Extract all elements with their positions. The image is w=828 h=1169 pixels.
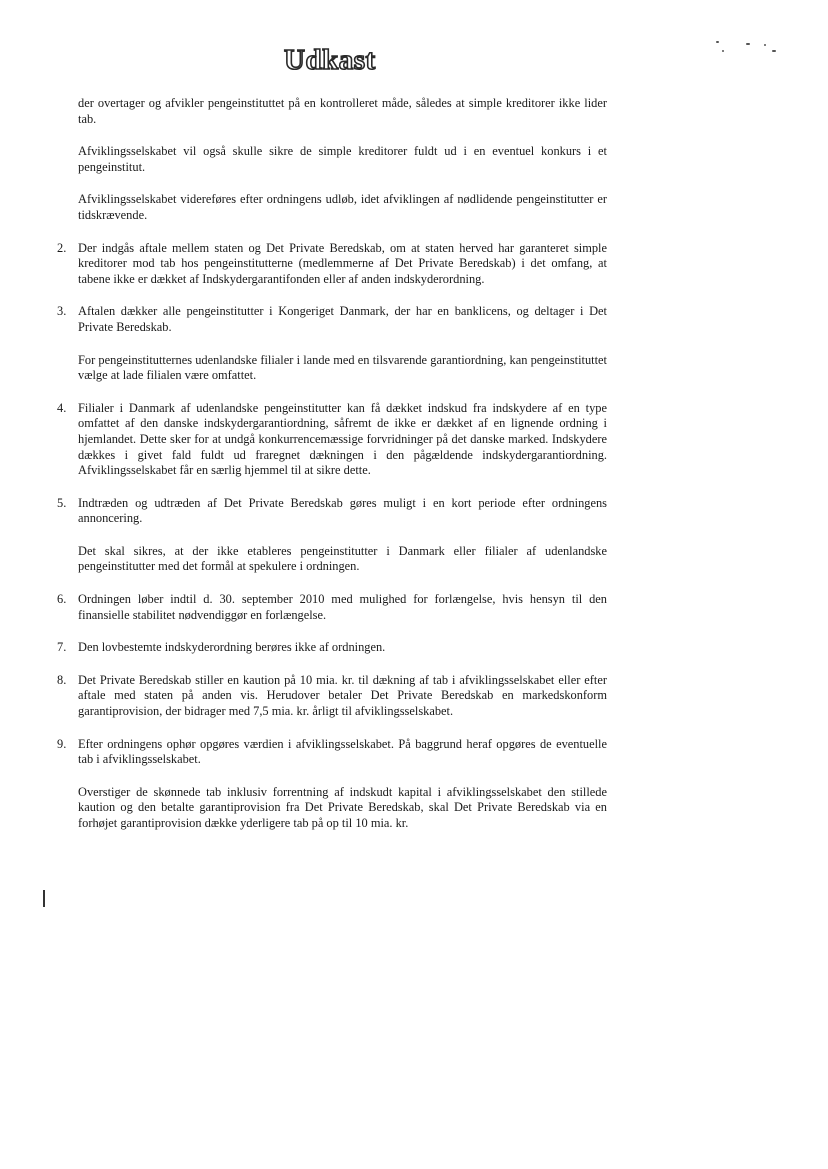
- item-text: Filialer i Danmark af udenlandske pengeinstitutter kan få dækket indskud fra indskydere af en type omfattet af den danske indskydergarantiordning, såfremt de ikke er dækket af en lignende ordning i hjemlandet. Dette sker for at undgå konkurrencemæssige forvridninger på det danske marked. Indskydere dækkes i givet fald fuldt ud fraregnet dækningen i den pågældende indskydergarantiordning. Afviklingsselskabet får en særlig hjemmel til at sikre dette.: [78, 400, 607, 478]
- intro-paragraph: der overtager og afvikler pengeinstituttet på en kontrolleret måde, således at simple kreditorer ikke lider tab.: [78, 96, 607, 126]
- item-number: 7.: [57, 640, 67, 655]
- margin-mark: [43, 890, 45, 907]
- item-text: Aftalen dækker alle pengeinstitutter i Kongeriget Danmark, der har en banklicens, og deltager i Det Private Beredskab.: [78, 304, 607, 334]
- list-item: [57, 401, 607, 479]
- item-number: 4.: [57, 400, 67, 415]
- list-item: [57, 304, 607, 335]
- item-number: 3.: [57, 304, 67, 319]
- item-text: Efter ordningens ophør opgøres værdien i afviklingsselskabet. På baggrund heraf opgøres de eventuelle tab i afviklingsselskabet.: [78, 736, 607, 767]
- list-item: [57, 737, 607, 768]
- list-item: [57, 640, 607, 656]
- item-number: 5.: [57, 495, 67, 510]
- item-subparagraph: For pengeinstitutternes udenlandske filialer i lande med en tilsvarende garantiordning, kan pengeinstituttet vælge at lade filialen være omfattet.: [78, 352, 607, 383]
- item-text: Den lovbestemte indskyderordning berøres ikke af ordningen.: [78, 640, 386, 655]
- item-text: Det Private Beredskab stiller en kaution på 10 mia. kr. til dækning af tab i afviklingsselskabet eller efter aftale med staten på anden vis. Herudover betaler Det Private Beredskab en markedskonform garantiprovision, der bidrager med 7,5 mia. kr. årligt til afviklingsselskabet.: [78, 672, 607, 719]
- list-item: [57, 496, 607, 527]
- document-body: [57, 96, 607, 849]
- item-number: 6.: [57, 592, 67, 607]
- item-text: Der indgås aftale mellem staten og Det Private Beredskab, om at staten herved har garanteret simple kreditorer mod tab hos pengeinstitutterne (medlemmerne af Det Private Beredskab) i det omfang, at tabene ikke er dækket af Indskydergarantifonden eller af anden indskyderordning.: [78, 240, 607, 286]
- intro-paragraph: Afviklingsselskabet videreføres efter ordningens udløb, idet afviklingen af nødlidende pengeinstitutter er tidskrævende.: [78, 192, 607, 222]
- intro-paragraph: Afviklingsselskabet vil også skulle sikre de simple kreditorer fuldt ud i en eventuel konkurs i et pengeinstitut.: [78, 144, 607, 174]
- scan-specks: [714, 38, 784, 58]
- list-item: [57, 241, 607, 288]
- item-subparagraph: Det skal sikres, at der ikke etableres pengeinstitutter i Danmark eller filialer af udenlandske pengeinstitutter med det formål at spekulere i ordningen.: [78, 543, 607, 574]
- item-text: Ordningen løber indtil d. 30. september 2010 med mulighed for forlængelse, hvis hensyn til den finansielle stabilitet nødvendiggør en forlængelse.: [78, 592, 607, 622]
- item-number: 8.: [57, 672, 67, 687]
- item-text: Indtræden og udtræden af Det Private Beredskab gøres muligt i en kort periode efter ordningens annoncering.: [78, 495, 607, 526]
- list-item: [57, 673, 607, 720]
- draft-stamp: Udkast: [284, 44, 376, 76]
- item-number: 2.: [57, 240, 67, 255]
- list-item: [57, 592, 607, 623]
- item-number: 9.: [57, 736, 67, 751]
- item-subparagraph: Overstiger de skønnede tab inklusiv forrentning af indskudt kapital i afviklingsselskabet den stillede kaution og den betalte garantiprovision fra Det Private Beredskab, skal Det Private Beredskab via en forhøjet garantiprovision dække yderligere tab på op til 10 mia. kr.: [78, 784, 607, 830]
